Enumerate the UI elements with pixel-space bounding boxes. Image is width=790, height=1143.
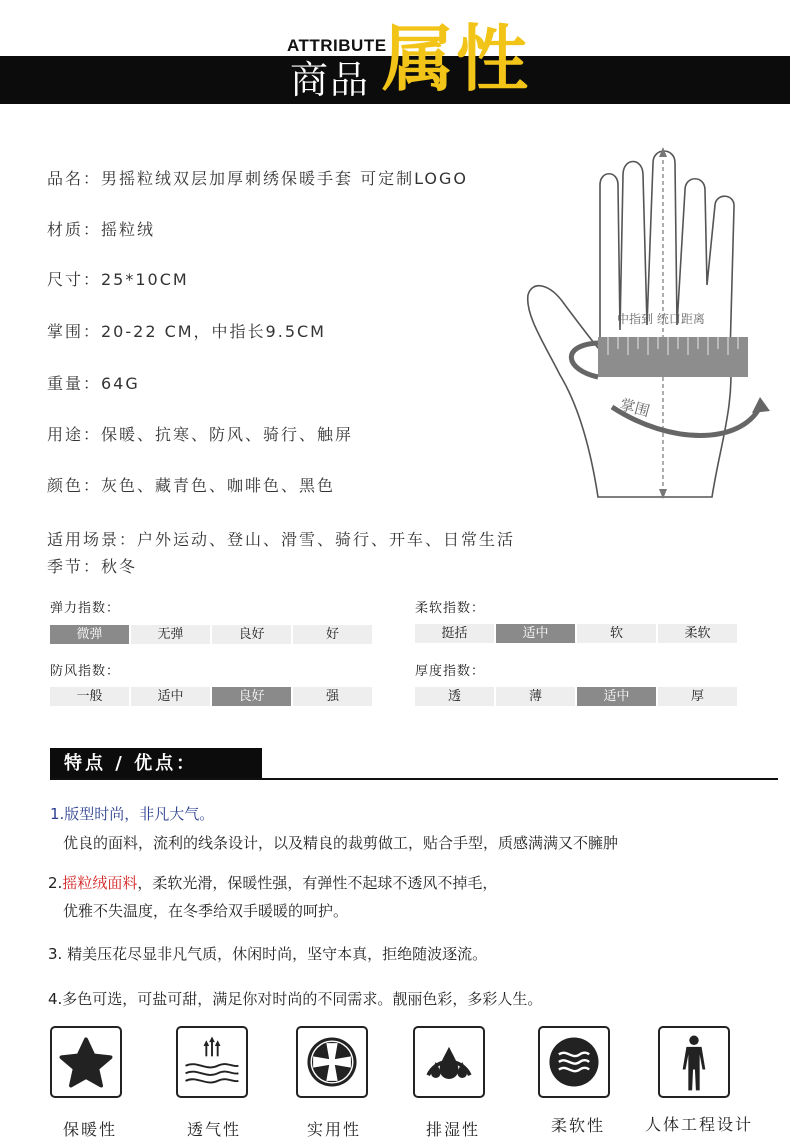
header-english-title: ATTRIBUTE (287, 36, 387, 55)
airflow-icon (176, 1026, 248, 1098)
human-body-icon (658, 1026, 730, 1098)
icon-ergonomic (658, 1026, 730, 1098)
features-title: 特点 / 优点： (64, 753, 198, 774)
cross-icon (296, 1026, 368, 1098)
elasticity-option: 良好 (212, 625, 291, 644)
attr-product-name: 品名：男摇粒绒双层加厚刺绣保暖手套 可定制LOGO (47, 169, 469, 188)
thickness-option: 适中 (577, 687, 656, 706)
icon-moisture-label: 排湿性 (425, 1120, 480, 1139)
elasticity-option: 无弹 (131, 625, 210, 644)
index-elasticity-title: 弹力指数： (50, 601, 121, 616)
attr-season: 季节：秋冬 (47, 557, 138, 576)
glove-label-palm: 掌围 (617, 395, 652, 421)
thickness-option: 透 (415, 687, 494, 706)
index-softness-title: 柔软指数： (415, 601, 486, 616)
feature-1-title: 1.版型时尚，非凡大气。 (50, 805, 215, 823)
index-thickness (415, 660, 737, 706)
star-icon (50, 1026, 122, 1098)
feature-2-number: 2. (48, 874, 63, 892)
elasticity-option: 微弹 (50, 625, 129, 644)
windproof-option: 一般 (50, 687, 129, 706)
attr-palm-circumference: 掌围：20-22 CM，中指长9.5CM (47, 322, 326, 341)
index-elasticity (50, 597, 372, 644)
thickness-option: 薄 (496, 687, 575, 706)
windproof-option: 强 (293, 687, 372, 706)
index-thickness-title: 厚度指数： (415, 664, 486, 679)
attr-weight: 重量：64G (47, 374, 140, 393)
icon-practical (296, 1026, 368, 1098)
glove-label-length: 中指到 统口距离 (617, 312, 705, 326)
thickness-option: 厚 (658, 687, 737, 706)
soft-waves-icon (538, 1026, 610, 1098)
icon-warmth (50, 1026, 122, 1098)
feature-3: 3. 精美压花尽显非凡气质，休闲时尚，坚守本真，拒绝随波逐流。 (48, 945, 488, 963)
glove-measurement-diagram (520, 145, 780, 510)
attr-colors: 颜色：灰色、藏青色、咖啡色、黑色 (47, 476, 336, 495)
header-highlight-title: 属性 (382, 17, 531, 101)
icon-moisture (413, 1026, 485, 1098)
softness-option: 挺括 (415, 624, 494, 643)
attr-usage: 用途：保暖、抗寒、防风、骑行、触屏 (47, 425, 354, 444)
feature-1-body: 优良的面料，流利的线条设计，以及精良的裁剪做工，贴合手型，质感满满又不臃肿 (63, 834, 619, 852)
header-chinese-title: 商品 (290, 58, 371, 102)
icon-practical-label: 实用性 (306, 1120, 361, 1139)
moisture-icon (413, 1026, 485, 1098)
elasticity-option: 好 (293, 625, 372, 644)
attr-size: 尺寸：25*10CM (47, 270, 189, 289)
feature-2-highlight: 摇粒绒面料 (62, 874, 138, 892)
icon-breathable (176, 1026, 248, 1098)
icon-softness (538, 1026, 610, 1098)
attr-scenarios: 适用场景：户外运动、登山、滑雪、骑行、开车、日常生活 (47, 530, 516, 549)
softness-option: 柔软 (658, 624, 737, 643)
attr-material: 材质：摇粒绒 (47, 220, 156, 239)
index-windproof (50, 660, 372, 706)
feature-2-rest: ，柔软光滑，保暖性强，有弹性不起球不透风不掉毛， (137, 874, 498, 892)
icon-ergonomic-label: 人体工程设计 (644, 1115, 753, 1134)
feature-2-body: 优雅不失温度，在冬季给双手暖暖的呵护。 (63, 902, 349, 920)
index-softness (415, 597, 737, 643)
softness-option: 软 (577, 624, 656, 643)
feature-4: 4.多色可选，可盐可甜，满足你对时尚的不同需求。靓丽色彩，多彩人生。 (48, 990, 543, 1008)
icon-warmth-label: 保暖性 (62, 1120, 117, 1139)
icon-softness-label: 柔软性 (550, 1116, 605, 1135)
icon-breathable-label: 透气性 (186, 1120, 241, 1139)
windproof-option: 良好 (212, 687, 291, 706)
index-windproof-title: 防风指数： (50, 664, 121, 679)
features-divider (50, 778, 778, 780)
feature-2-title (48, 872, 497, 893)
windproof-option: 适中 (131, 687, 210, 706)
softness-option: 适中 (496, 624, 575, 643)
